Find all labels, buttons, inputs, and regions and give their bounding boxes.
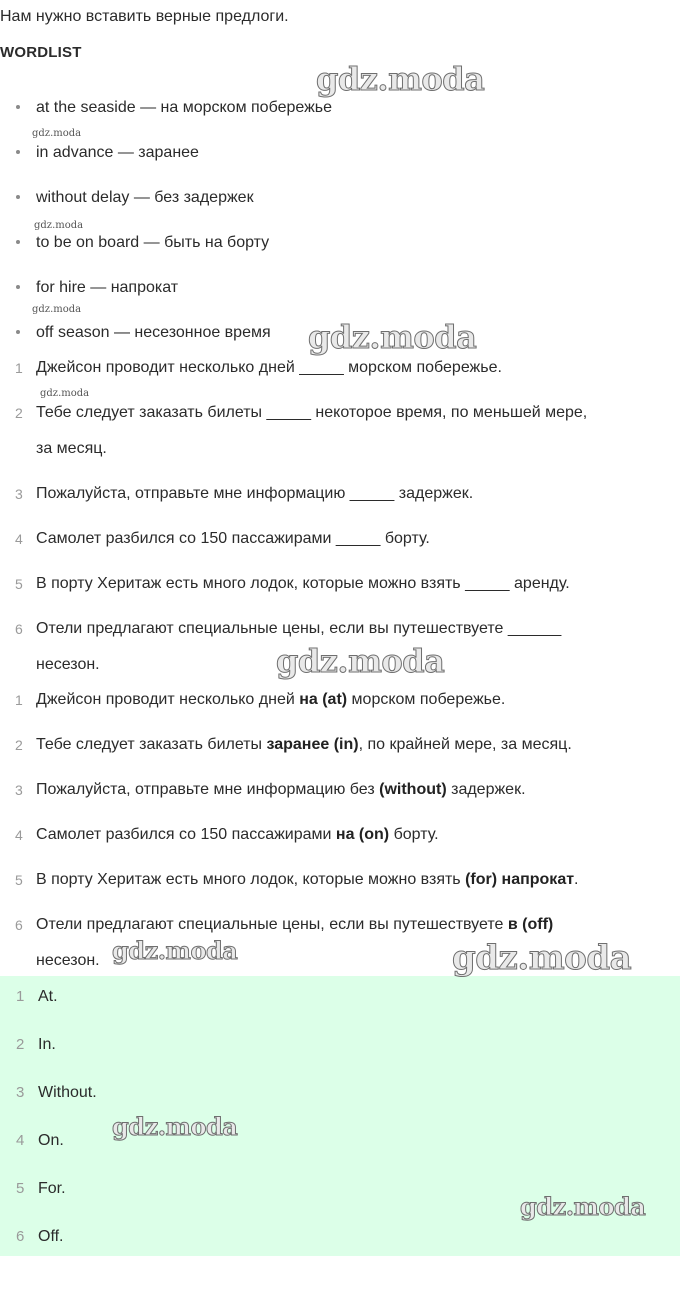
- wordlist-item: for hire — напрокат: [0, 276, 680, 300]
- watermark: gdz.moda: [276, 642, 445, 680]
- watermark: gdz.moda: [32, 128, 82, 139]
- short-answer-item: 1 At.: [16, 988, 58, 1005]
- bullet-icon: [16, 240, 20, 244]
- watermark: gdz.moda: [32, 304, 82, 315]
- wordlist-item: off season — несезонное время: [0, 321, 680, 345]
- watermark: gdz.moda: [40, 388, 90, 399]
- watermark: gdz.moda: [112, 936, 238, 965]
- wordlist-item: in advance — заранее: [0, 141, 680, 165]
- watermark: gdz.moda: [308, 318, 477, 356]
- watermark: gdz.moda: [112, 1112, 238, 1141]
- wordlist-item: without delay — без задержек: [0, 186, 680, 210]
- short-answer-item: 3 Without.: [16, 1084, 97, 1101]
- watermark: gdz.moda: [520, 1192, 646, 1221]
- watermark: gdz.moda: [316, 60, 485, 98]
- bullet-icon: [16, 195, 20, 199]
- bullet-icon: [16, 285, 20, 289]
- intro-text: Нам нужно вставить верные предлоги.: [0, 8, 289, 25]
- bullet-icon: [16, 105, 20, 109]
- short-answer-item: 6 Off.: [16, 1228, 64, 1245]
- watermark: gdz.moda: [452, 938, 632, 978]
- short-answer-item: 4 On.: [16, 1132, 64, 1149]
- short-answer-item: 5 For.: [16, 1180, 66, 1197]
- wordlist-item: to be on board — быть на борту: [0, 231, 680, 255]
- wordlist-item: at the seaside — на морском побережье: [0, 96, 680, 120]
- short-answer-item: 2 In.: [16, 1036, 56, 1053]
- bullet-icon: [16, 150, 20, 154]
- watermark: gdz.moda: [34, 220, 84, 231]
- bullet-icon: [16, 330, 20, 334]
- wordlist-heading: WORDLIST: [0, 44, 82, 61]
